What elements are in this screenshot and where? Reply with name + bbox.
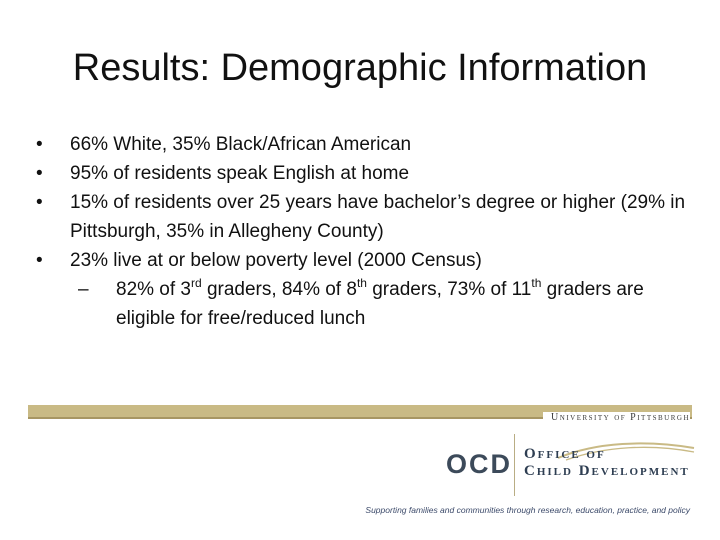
bullet-list	[36, 130, 696, 333]
slide-title: Results: Demographic Information	[72, 47, 648, 89]
sub-text-4: graders are eligible for free/reduced lunch	[116, 279, 644, 329]
superscript-th: th	[531, 275, 542, 290]
dash-glyph: –	[78, 279, 89, 300]
bullet-text: 15% of residents over 25 years have bachelor’s degree or higher (29% in Pittsburgh, 35% in Allegheny County)	[70, 192, 686, 242]
sub-text-3: graders, 73% of 11	[366, 279, 532, 300]
office-line-1: Office of	[524, 446, 606, 462]
footer-tagline: Supporting families and communities through research, education, practice, and policy	[365, 505, 690, 515]
ocd-logo-text: OCD	[446, 449, 512, 479]
superscript-th: th	[356, 275, 367, 290]
bullet-text: 95% of residents speak English at home	[70, 163, 410, 184]
bullet-glyph: •	[36, 250, 43, 271]
sub-bullet-item	[52, 275, 696, 333]
bullet-glyph: •	[36, 192, 43, 213]
sub-text-2: graders, 84% of 8	[201, 279, 357, 300]
bullet-glyph: •	[36, 163, 43, 184]
bullet-text: 66% White, 35% Black/African American	[70, 134, 412, 155]
superscript-rd: rd	[191, 275, 202, 290]
bullet-item	[36, 188, 696, 246]
bullet-item	[36, 246, 696, 275]
bullet-item	[36, 130, 696, 159]
sub-text-1: 82% of 3	[116, 279, 191, 300]
bullet-item	[36, 159, 696, 188]
bullet-text: 23% live at or below poverty level (2000 Census)	[70, 250, 482, 271]
university-name: University of Pittsburgh	[543, 412, 690, 423]
bullet-glyph: •	[36, 134, 43, 155]
office-line-2: Child Development	[524, 463, 690, 479]
logo-divider	[514, 434, 515, 496]
